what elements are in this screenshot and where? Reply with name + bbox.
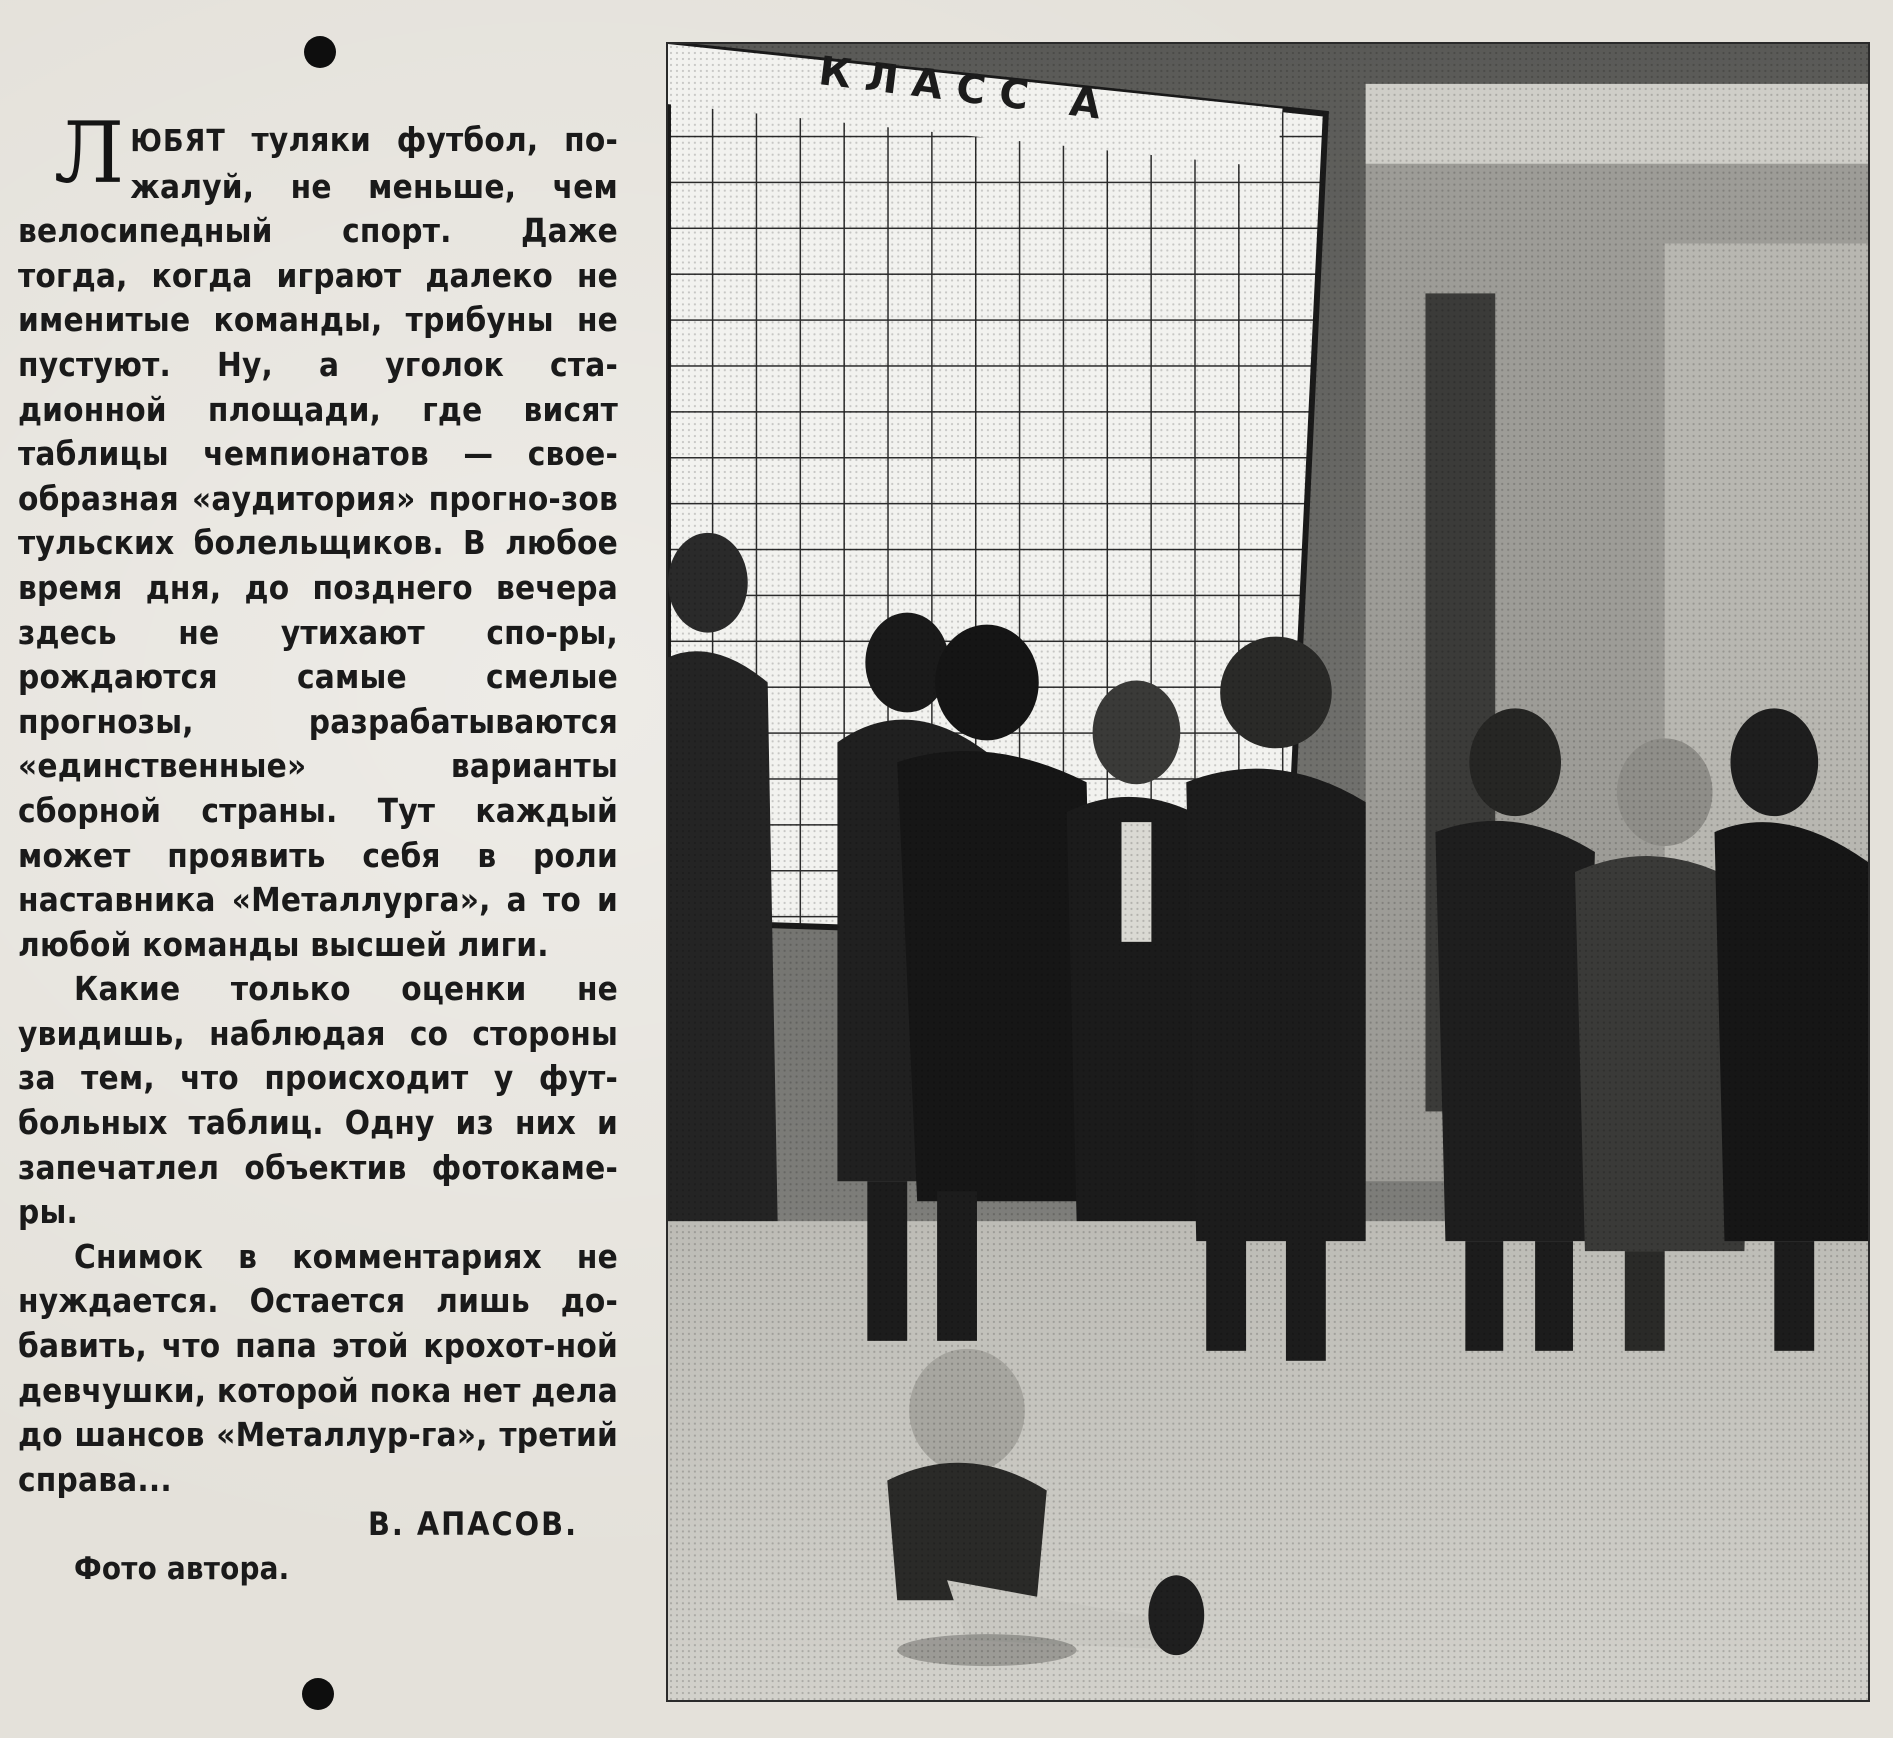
drop-cap: Л: [54, 104, 125, 202]
bullet-mark-bottom: [302, 1678, 334, 1710]
paragraph-2: Какие только оценки не увидишь, наблюдая со стороны за тем, что происходит у фут-больных таблиц. Одну из них и запечатлел объектив фотокаме-ры.: [18, 969, 618, 1232]
author-byline: В. АПАСОВ.: [367, 1505, 578, 1544]
news-photo: [666, 42, 1870, 1702]
paragraph-3: Снимок в комментариях не нуждается. Остается лишь до-бавить, что папа этой крохот-ной девчушки, которой пока нет дела до шансов «Металлур-га», третий справа...: [18, 1236, 618, 1499]
article-text: [18, 104, 618, 1592]
photo-credit: Фото автора.: [74, 1551, 290, 1587]
photo-illustration: [668, 44, 1868, 1700]
paragraph-1-text: туляки футбол, по-жалуй, не меньше, чем велосипедный спорт. Даже тогда, когда играют далеко не именитые команды, трибуны не пустуют. Ну, а уголок ста-дионной площади, где висят таблицы чемпионатов — свое-образная «аудитория» прогно-зов тульских болельщиков. В любое время дня, до позднего вечера здесь не утихают спо-ры, рождаются самые смелые прогнозы, разрабатываются «единственные» варианты сборной страны. Тут каждый может проявить себя в роли наставника «Металлурга», а то и любой команды высшей лиги.: [18, 120, 618, 964]
paragraph-1: [18, 104, 618, 967]
bullet-mark-top: [304, 36, 336, 68]
lead-word: ЮБЯТ: [130, 124, 226, 159]
